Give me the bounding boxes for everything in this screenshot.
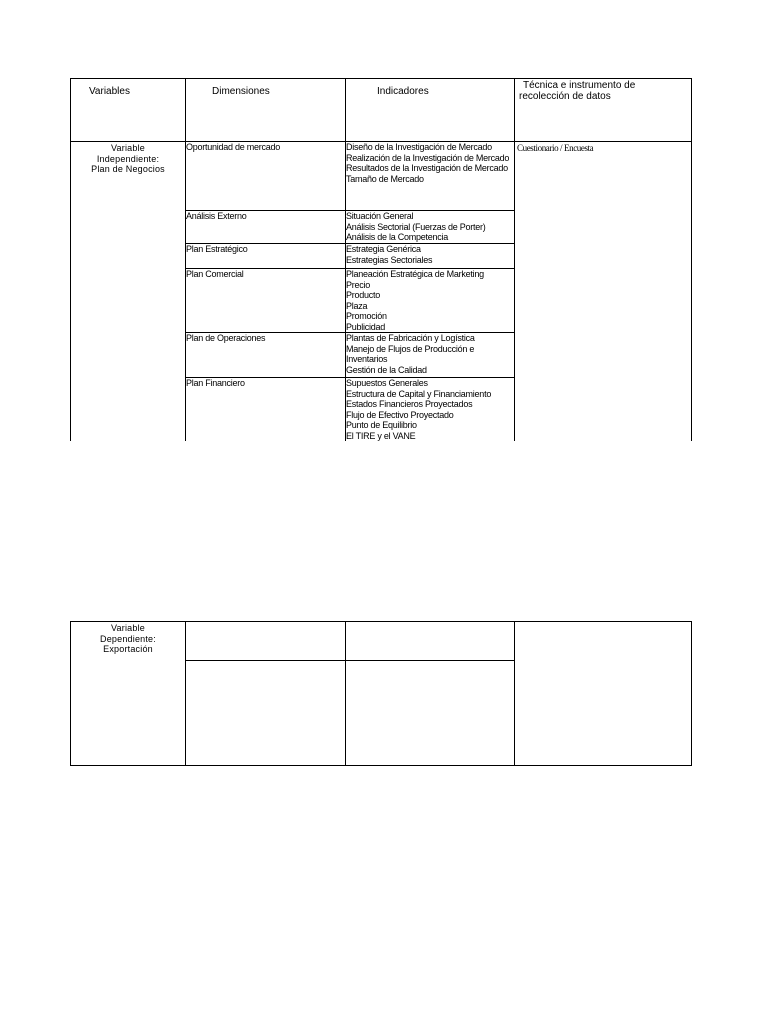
indicator: Estados Financieros Proyectados <box>346 399 473 409</box>
variables-table-independiente <box>70 78 692 441</box>
indicators-cell <box>346 269 515 333</box>
indicator: Análisis Sectorial (Fuerzas de Porter) <box>346 221 486 232</box>
indicator: Tamaño de Mercado <box>346 173 424 184</box>
indicators-cell <box>346 378 515 442</box>
indicators-cell <box>346 244 515 269</box>
indicator: Análisis de la Competencia <box>346 232 449 242</box>
variable-label-line1: Variable <box>111 143 145 153</box>
dimension-cell: Análisis Externo <box>186 211 346 244</box>
indicators-cell-empty <box>346 661 515 766</box>
dimension-cell: Plan Estratégico <box>186 244 346 269</box>
header-variables: Variables <box>71 79 186 142</box>
header-dimensiones: Dimensiones <box>186 79 346 142</box>
indicator: Realización de la Investigación de Mercado <box>346 152 510 163</box>
variable-label-line1: Variable <box>111 623 145 633</box>
indicators-cell <box>346 333 515 378</box>
variable-label-line2: Dependiente: <box>100 633 156 644</box>
variables-table-dependiente <box>70 621 692 766</box>
indicator: Diseño de la Investigación de Mercado <box>346 142 492 152</box>
dimension-cell-empty <box>186 661 346 766</box>
tecnica-cell: Cuestionario / Encuesta <box>515 142 692 442</box>
indicator: Situación General <box>346 211 414 221</box>
indicator: Gestión de la Calidad <box>346 364 427 375</box>
indicators-cell <box>346 211 515 244</box>
indicator: Estrategias Sectoriales <box>346 254 433 265</box>
indicator: El TIRE y el VANE <box>346 430 416 441</box>
dimension-cell: Oportunidad de mercado <box>186 142 346 211</box>
header-indicadores: Indicadores <box>346 79 515 142</box>
indicator: Resultados de la Investigación de Mercado <box>346 163 508 173</box>
indicators-cell <box>346 142 515 211</box>
indicator: Publicidad <box>346 321 386 332</box>
indicator: Manejo de Flujos de Producción e Inventarios <box>346 343 475 364</box>
indicator: Punto de Equilibrio <box>346 420 417 430</box>
dimension-cell: Plan Comercial <box>186 269 346 333</box>
variable-label-line3: Exportación <box>103 644 153 654</box>
variable-independiente-cell <box>71 142 186 442</box>
variable-label-line3: Plan de Negocios <box>91 164 165 174</box>
indicator: Flujo de Efectivo Proyectado <box>346 409 454 420</box>
dimension-cell-empty <box>186 622 346 661</box>
header-row <box>71 79 692 142</box>
indicator: Plantas de Fabricación y Logística <box>346 333 475 343</box>
indicator: Estructura de Capital y Financiamiento <box>346 388 492 399</box>
indicator: Producto <box>346 290 381 300</box>
variable-label-line2: Independiente: <box>96 153 160 164</box>
dimension-cell: Plan de Operaciones <box>186 333 346 378</box>
indicator: Estrategia Genérica <box>346 244 421 254</box>
table-row <box>71 622 692 661</box>
header-tecnica: Técnica e instrumento de recolección de datos <box>515 79 692 142</box>
indicator: Supuestos Generales <box>346 378 428 388</box>
table-row <box>71 142 692 211</box>
variable-dependiente-cell <box>71 622 186 766</box>
indicator: Precio <box>346 279 371 290</box>
dimension-cell: Plan Financiero <box>186 378 346 442</box>
indicator: Promoción <box>346 311 387 321</box>
tecnica-cell-empty <box>515 622 692 766</box>
indicators-cell-empty <box>346 622 515 661</box>
indicator: Plaza <box>346 300 368 311</box>
indicator: Planeación Estratégica de Marketing <box>346 269 484 279</box>
